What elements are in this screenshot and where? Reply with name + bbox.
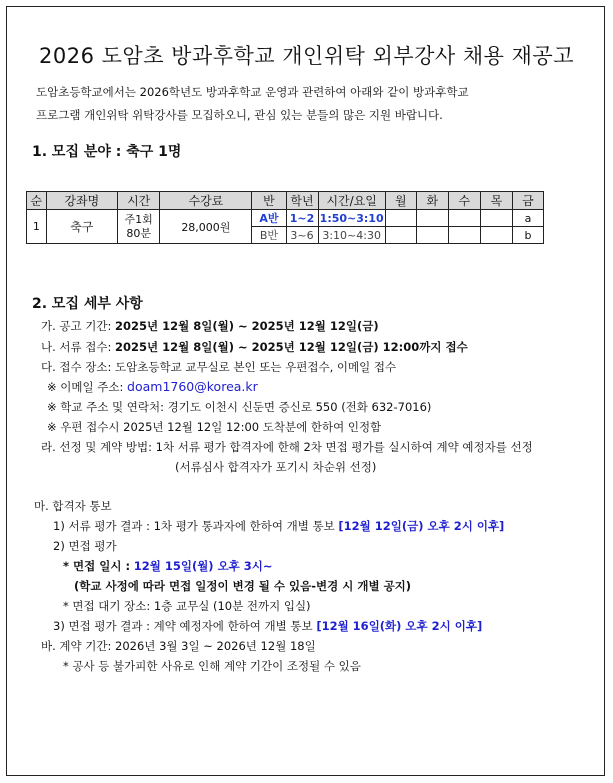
cell-class-b: B반 xyxy=(252,227,286,244)
intro-line-2: 프로그램 개인위탁 위탁강사를 모집하오니, 관심 있는 분들의 많은 지원 바랍니다. xyxy=(36,108,443,122)
document-result-date: [12월 12일(금) 오후 2시 이후] xyxy=(338,519,505,533)
document-result-text: 1) 서류 평가 결과 : 1차 평가 통과자에 한하여 개별 통보 xyxy=(53,519,335,533)
cell-thu-b xyxy=(480,227,512,244)
cell-course: 축구 xyxy=(46,210,117,244)
interview-heading: 2) 면접 평가 xyxy=(53,539,117,553)
cell-fri-a: a xyxy=(512,210,543,227)
header-no: 순 xyxy=(27,192,47,210)
intro-line-1: 도암초등학교에서는 2026학년도 방과후학교 운영과 관련하여 아래와 같이 방과후학교 xyxy=(36,85,469,99)
cell-tue-a xyxy=(416,210,448,227)
cell-wed-b xyxy=(448,227,480,244)
contract-note: * 공사 등 불가피한 사유로 인해 계약 기간이 조정될 수 있음 xyxy=(63,659,361,673)
page-title: 2026 도암초 방과후학교 개인위탁 외부강사 채용 재공고 xyxy=(39,44,574,68)
intro-paragraph xyxy=(36,81,596,127)
cell-thu-a xyxy=(480,210,512,227)
cell-hours-a: 1:50~3:10 xyxy=(319,211,384,225)
posting-period-label: 가. 공고 기간: xyxy=(41,319,112,333)
cell-time-line-1: 주1회 xyxy=(124,212,153,226)
table-header-row xyxy=(27,192,544,210)
header-thu: 목 xyxy=(480,192,512,210)
interview-date-value: 12월 15일(월) 오후 3시~ xyxy=(133,559,273,573)
mail-notice: ※ 우편 접수시 2025년 12월 12일 12:00 도착분에 한하여 인정함 xyxy=(47,420,382,434)
schedule-table xyxy=(26,191,544,244)
section-1-heading: 1. 모집 분야 : 축구 1명 xyxy=(32,144,182,160)
interview-waiting-place: * 면접 대기 장소: 1층 교무실 (10분 전까지 입실) xyxy=(63,599,311,613)
header-tue: 화 xyxy=(416,192,448,210)
posting-period-value: 2025년 12월 8일(월) ~ 2025년 12월 12일(금) xyxy=(115,319,379,333)
school-address: ※ 학교 주소 및 연락처: 경기도 이천시 신둔면 증신로 550 (전화 632-7016) xyxy=(47,400,432,414)
interview-result-text: 3) 면접 평가 결과 : 계약 예정자에 한하여 개별 통보 xyxy=(53,619,313,633)
email-line xyxy=(47,379,258,395)
cell-mon-a xyxy=(385,210,416,227)
interview-date-label: * 면접 일시 : xyxy=(63,559,131,573)
interview-change-note: (학교 사정에 따라 면접 일정이 변경 될 수 있음-변경 시 개별 공지) xyxy=(74,579,412,593)
submission-period-label: 나. 서류 접수: xyxy=(41,340,112,354)
email-address: doam1760@korea.kr xyxy=(127,379,258,394)
header-course: 강좌명 xyxy=(46,192,117,210)
cell-hours-b: 3:10~4:30 xyxy=(318,227,385,244)
cell-time xyxy=(117,210,159,244)
interview-date xyxy=(63,558,273,574)
submission-period xyxy=(41,339,468,355)
cell-grade-a: 1~2 xyxy=(286,210,318,227)
cell-time-line-2: 80분 xyxy=(126,226,151,240)
cell-no: 1 xyxy=(27,210,47,244)
selection-method: 라. 선정 및 계약 방법: 1차 서류 평가 합격자에 한해 2차 면접 평가를 실시하여 계약 예정자를 선정 xyxy=(41,440,533,454)
header-hours: 시간/요일 xyxy=(318,192,385,210)
interview-result xyxy=(53,618,482,634)
cell-tue-b xyxy=(416,227,448,244)
cell-grade-b: 3~6 xyxy=(286,227,318,244)
table-row xyxy=(27,210,544,227)
submission-period-value: 2025년 12월 8일(월) ~ 2025년 12월 12일(금) 12:00까지 접수 xyxy=(115,340,468,354)
notification-heading: 마. 합격자 통보 xyxy=(34,499,112,513)
cell-fee: 28,000원 xyxy=(160,210,252,244)
section-2-heading: 2. 모집 세부 사항 xyxy=(32,296,143,312)
header-fri: 금 xyxy=(512,192,543,210)
cell-class-a: A반 xyxy=(252,210,286,227)
cell-wed-a xyxy=(448,210,480,227)
email-label: ※ 이메일 주소: xyxy=(47,380,124,394)
contract-period: 바. 계약 기간: 2026년 3월 3일 ~ 2026년 12월 18일 xyxy=(41,639,316,653)
header-class: 반 xyxy=(252,192,286,210)
header-wed: 수 xyxy=(448,192,480,210)
header-mon: 월 xyxy=(385,192,416,210)
posting-period xyxy=(41,318,379,334)
header-fee: 수강료 xyxy=(160,192,252,210)
cell-mon-b xyxy=(385,227,416,244)
cell-fri-b: b xyxy=(512,227,543,244)
interview-result-date: [12월 16일(화) 오후 2시 이후] xyxy=(316,619,483,633)
selection-note: (서류심사 합격자가 포기시 차순위 선정) xyxy=(175,460,377,474)
document-result xyxy=(53,518,504,534)
header-grade: 학년 xyxy=(286,192,318,210)
header-time: 시간 xyxy=(117,192,159,210)
submission-place: 다. 접수 장소: 도암초등학교 교무실로 본인 또는 우편접수, 이메일 접수 xyxy=(41,360,397,374)
